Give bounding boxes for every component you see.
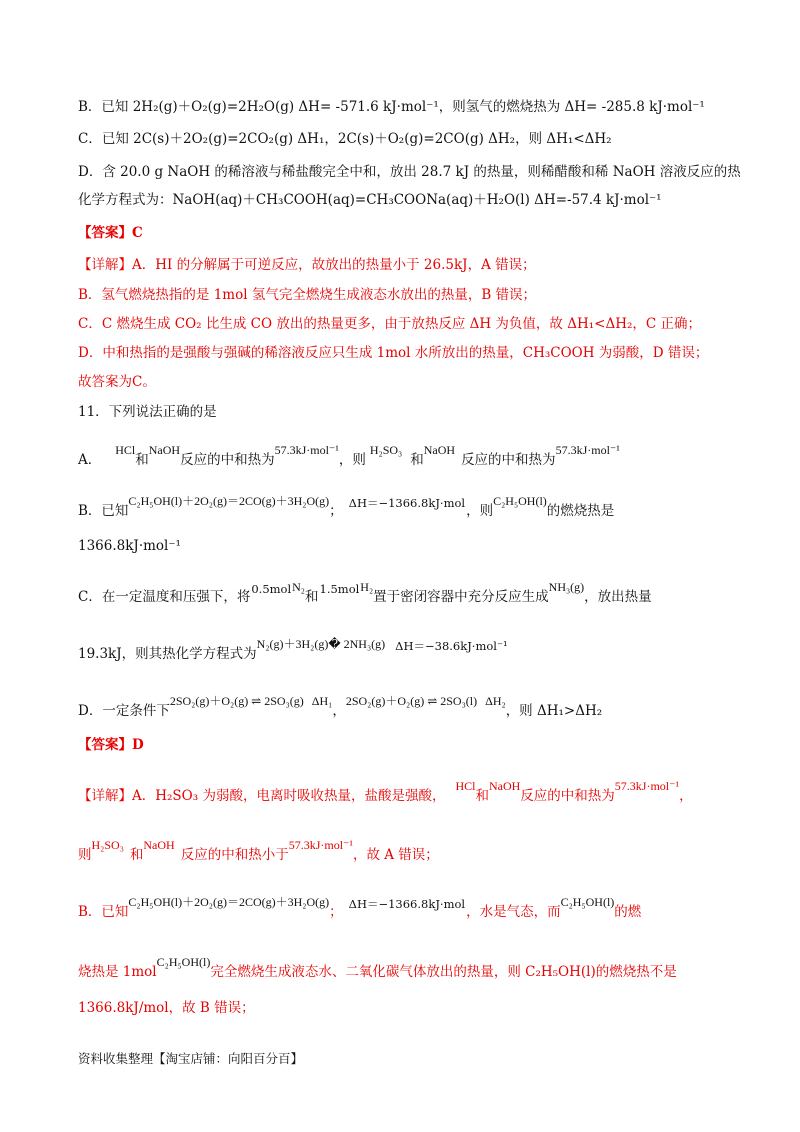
- option-b-text-2: 的燃烧热是: [546, 503, 615, 519]
- formula-hcl: HCl: [455, 779, 476, 793]
- conj-he: 和: [129, 847, 144, 863]
- detail-a2-tail: ，故 A 错误；: [352, 847, 439, 863]
- page-footer: 资料收集整理【淘宝店铺：向阳百分百】: [78, 1051, 304, 1066]
- q10-detail-c: C．C 燃烧生成 CO₂ 比生成 CO 放出的热量更多，由于放热反应 ΔH 为负值，故 ΔH₁<ΔH₂，C 正确；: [78, 316, 702, 332]
- q10-detail-d: D．中和热指的是强酸与强碱的稀溶液反应只生成 1mol 水所放出的热量，CH₃COOH 为弱酸，D 错误；: [78, 345, 709, 361]
- detail-a2-prefix: 则: [78, 847, 92, 863]
- q10-detail-conclusion: 故答案为C。: [78, 374, 156, 390]
- detail-a2-text: 反应的中和热小于: [180, 847, 289, 863]
- enthalpy-change: ΔH＝−1366.8kJ·mol: [348, 496, 466, 510]
- formula-ethanol: C₂H₅OH(l): [156, 955, 211, 969]
- value-neutralization-heat-2: 57.3kJ·mol⁻¹: [555, 443, 620, 457]
- enthalpy-dh2: ΔH₂: [485, 694, 506, 708]
- q10-option-b: B．已知 2H₂(g)＋O₂(g)=2H₂O(g) ΔH= -571.6 kJ·mol⁻¹，则氢气的燃烧热为 ΔH= -285.8 kJ·mol⁻¹: [78, 99, 705, 115]
- q10-option-d-line2: 化学方程式为：NaOH(aq)＋CH₃COOH(aq)=CH₃COONa(aq)＋H₂O(l) ΔH=-57.4 kJ·mol⁻¹: [78, 192, 662, 208]
- detail-a-tail: ，: [679, 788, 693, 804]
- q10-option-c: C．已知 2C(s)＋2O₂(g)=2CO₂(g) ΔH₁，2C(s)＋O₂(g)=2CO(g) ΔH₂，则 ΔH₁<ΔH₂: [78, 131, 612, 147]
- formula-naoh: NaOH: [143, 838, 175, 852]
- formula-naoh: NaOH: [148, 443, 181, 457]
- q10-detail-a: 【详解】A．HI 的分解属于可逆反应，故放出的热量小于 26.5kJ，A 错误；: [78, 257, 536, 273]
- detail-b-tail: 的燃: [614, 904, 642, 920]
- formula-h2: H₂: [360, 580, 374, 594]
- detail-b-text: ，水是气态，而: [466, 904, 561, 920]
- q10-detail-b: B．氢气燃烧热指的是 1mol 氢气完全燃烧生成液态水放出的热量，B 错误；: [78, 287, 537, 303]
- conj-he: 和: [135, 452, 149, 468]
- detail-a-prefix: 【详解】A．H₂SO₃ 为弱酸，电离时吸收热量，盐酸是强酸，: [78, 788, 446, 804]
- value-neutralization-heat: 57.3kJ·mol⁻¹: [614, 779, 680, 793]
- detail-b2-prefix: 烧热是 1mol: [78, 964, 157, 980]
- q11-detail-a-line1: [78, 777, 728, 805]
- formula-naoh: NaOH: [488, 779, 521, 793]
- formula-naoh-2: NaOH: [423, 443, 456, 457]
- option-c-prefix: C．在一定温度和压强下，将: [78, 589, 251, 605]
- equation-so3-gas: 2SO₂(g)＋O₂(g) ⇌ 2SO₃(g): [169, 694, 304, 708]
- option-c-text: 置于密闭容器中充分反应生成: [373, 589, 549, 605]
- option-c-text-2: ，放出热量: [584, 589, 652, 605]
- q10-answer: 【答案】C: [78, 225, 143, 241]
- q11-stem: 11．下列说法正确的是: [78, 404, 217, 420]
- q11-option-d: [78, 692, 728, 720]
- option-b-prefix: B．已知: [78, 503, 129, 519]
- q11-option-a: [78, 441, 728, 469]
- formula-h2so3: H₂SO₃: [369, 443, 403, 457]
- amount-h2: 1.5mol: [319, 582, 360, 596]
- q11-option-c-line2: [78, 635, 728, 663]
- q11-detail-a-line2: [78, 836, 728, 864]
- amount-n2: 0.5mol: [251, 582, 292, 596]
- option-b-text: ，则: [466, 503, 494, 519]
- formula-ethanol: C₂H₅OH(l): [493, 494, 547, 508]
- formula-h2so3: H₂SO₃: [91, 838, 124, 852]
- formula-hcl: HCl: [115, 443, 136, 457]
- separator: ，: [332, 703, 346, 719]
- separator: ；: [329, 503, 343, 519]
- q11-option-c: [78, 578, 728, 606]
- q10-option-d-line1: D．含 20.0 g NaOH 的稀溶液与稀盐酸完全中和，放出 28.7 kJ 的热量，则稀醋酸和稀 NaOH 溶液反应的热: [78, 164, 741, 180]
- formula-nh3: NH₃(g): [548, 580, 585, 594]
- separator: ；: [329, 904, 343, 920]
- formula-ethanol: C₂H₅OH(l): [560, 895, 615, 909]
- conj-he: 和: [305, 589, 319, 605]
- option-a-prefix: A．: [78, 452, 102, 468]
- q11-option-b-line2: 1366.8kJ·mol⁻¹: [78, 538, 181, 554]
- q11-answer: 【答案】D: [78, 737, 144, 753]
- option-d-prefix: D．一定条件下: [78, 703, 170, 719]
- enthalpy-dh1: ΔH₁: [311, 694, 333, 708]
- q11-detail-b-line1: [78, 893, 728, 921]
- option-a-text-2: ，则: [338, 452, 366, 468]
- detail-a-text: 反应的中和热为: [520, 788, 615, 804]
- equation-ammonia-synthesis: N₂(g)＋3H₂(g)� 2NH₃(g): [256, 637, 386, 651]
- conj-he: 和: [475, 788, 489, 804]
- enthalpy-change: ΔH＝−1366.8kJ·mol: [348, 897, 466, 911]
- formula-n2: N₂: [292, 580, 305, 594]
- option-d-tail: ，则 ΔH₁>ΔH₂: [505, 703, 603, 719]
- equation-so3-liquid: 2SO₂(g)＋O₂(g) ⇌ 2SO₃(l): [345, 694, 478, 708]
- enthalpy-change: ΔH＝−38.6kJ·mol⁻¹: [395, 639, 508, 653]
- q11-option-b: [78, 492, 728, 520]
- detail-b2-text: 完全燃烧生成液态水、二氧化碳气体放出的热量，则 C₂H₅OH(l)的燃烧热不是: [210, 964, 677, 980]
- option-c-line2-text: 19.3kJ，则其热化学方程式为: [78, 646, 257, 662]
- value-neutralization-heat: 57.3kJ·mol⁻¹: [288, 838, 353, 852]
- conj-he-2: 和: [410, 452, 424, 468]
- detail-b-prefix: B．已知: [78, 904, 129, 920]
- option-a-text: 反应的中和热为: [180, 452, 275, 468]
- equation-ethanol-combustion: C₂H₅OH(l)＋2O₂(g)＝2CO(g)＋3H₂O(g): [128, 895, 330, 909]
- q11-detail-b-line3: 1366.8kJ/mol，故 B 错误；: [78, 1000, 255, 1016]
- value-neutralization-heat: 57.3kJ·mol⁻¹: [274, 443, 339, 457]
- option-a-text-3: 反应的中和热为: [461, 452, 556, 468]
- equation-ethanol-combustion: C₂H₅OH(l)＋2O₂(g)＝2CO(g)＋3H₂O(g): [128, 494, 330, 508]
- q11-detail-b-line2: [78, 953, 728, 981]
